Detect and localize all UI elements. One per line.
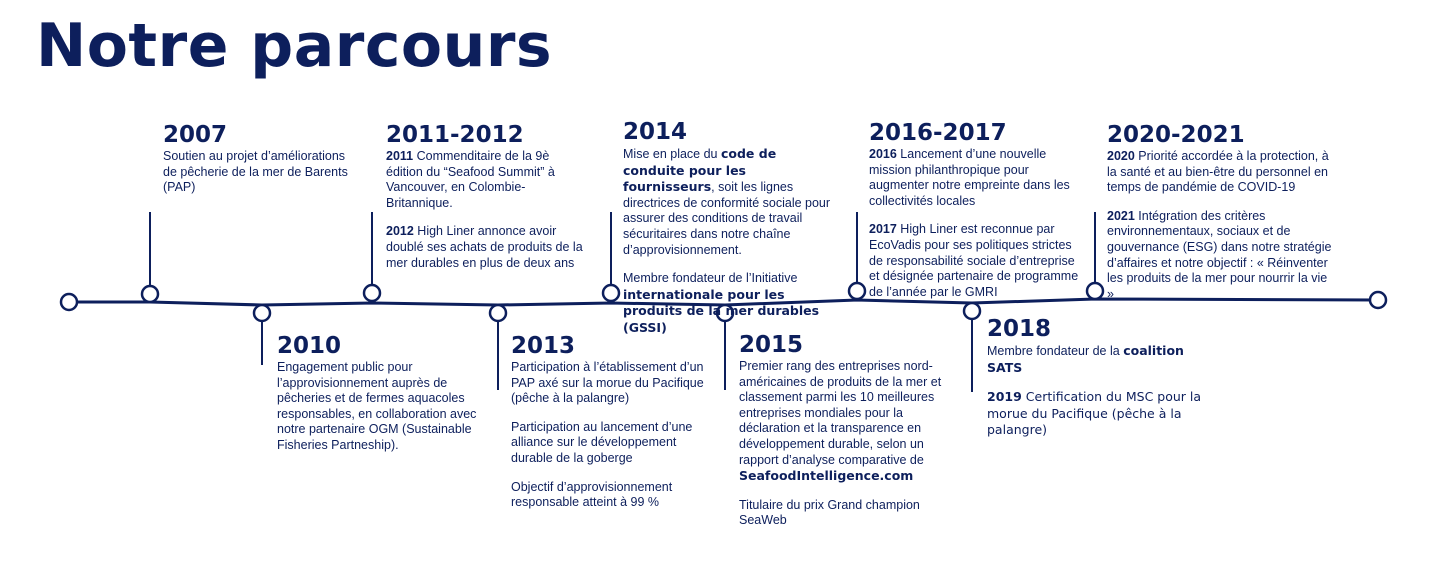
- event-2013: [511, 333, 716, 511]
- event-year: 2010: [277, 333, 342, 359]
- event-text-run: internationale pour les produits de la mer durables (GSSI): [623, 286, 820, 335]
- node-2011-2012: [364, 285, 380, 301]
- event-text-run: 2020: [1107, 149, 1135, 163]
- event-paragraph: [386, 149, 586, 211]
- event-2011-2012: [386, 122, 586, 271]
- event-year: 2014: [623, 119, 688, 145]
- event-text-run: 2021: [1107, 208, 1135, 223]
- event-text-run: Commenditaire de la 9è édition du “Seafood Summit” à Vancouver, en Colombie-Britannique.: [386, 149, 555, 210]
- event-text: [511, 360, 716, 511]
- event-year: 2020-2021: [1107, 122, 1245, 148]
- event-paragraph: [987, 389, 1212, 439]
- event-text-run: Membre fondateur de l’Initiative: [623, 271, 798, 286]
- node-2013: [490, 305, 506, 321]
- event-text-run: 2019: [987, 389, 1022, 405]
- event-text-run: Objectif d’approvisionnement responsable atteint à 99 %: [511, 479, 673, 510]
- event-text-run: High Liner annonce avoir doublé ses achats de produits de la mer durables en plus de deux ans: [386, 224, 583, 270]
- event-2020-2021: [1107, 122, 1337, 302]
- event-text-run: Intégration des critères environnementaux, sociaux et de gouvernance (ESG) dans notre stratégie d’affaires et notre objectif : « Réinventer les produits de la mer pour nourrir la vie »: [1107, 208, 1332, 301]
- event-text-run: Certification du MSC pour la morue du Pacifique (pêche à la palangre): [987, 389, 1202, 438]
- event-year: 2015: [739, 332, 804, 358]
- event-year: 2018: [987, 316, 1052, 342]
- event-paragraph: [623, 271, 838, 336]
- node-2010: [254, 305, 270, 321]
- event-year: 2011-2012: [386, 122, 524, 148]
- event-paragraph: [386, 224, 586, 271]
- timeline-end-node: [1370, 292, 1386, 308]
- event-text-run: 2017: [869, 222, 897, 237]
- event-2014: [623, 119, 838, 337]
- event-2016-2017: [869, 120, 1079, 300]
- node-2007: [142, 286, 158, 302]
- event-text-run: Membre fondateur de la: [987, 344, 1124, 358]
- event-year: 2013: [511, 333, 576, 359]
- event-text: [623, 146, 838, 337]
- event-2018: [987, 316, 1212, 439]
- event-paragraph: [1107, 149, 1337, 196]
- event-text-run: , soit les lignes directrices de conformité sociale pour assurer des conditions de travail sécuritaires dans notre chaîne d’approvisionnement.: [623, 180, 831, 257]
- event-paragraph: [511, 480, 716, 511]
- event-text-run: 2016: [869, 147, 897, 161]
- event-text: [739, 359, 949, 529]
- timeline-start-node: [61, 294, 77, 310]
- event-text: [987, 343, 1212, 439]
- event-text-run: code de conduite pour les fournisseurs: [623, 146, 777, 195]
- event-text-run: Priorité accordée à la protection, à la santé et au bien-être du personnel en temps de pandémie de COVID-19: [1107, 149, 1329, 195]
- event-year: 2007: [163, 122, 228, 148]
- event-paragraph: [511, 420, 716, 467]
- event-text: [1107, 149, 1337, 302]
- event-text-run: coalition SATS: [987, 343, 1184, 375]
- event-year: 2016-2017: [869, 120, 1007, 146]
- node-2016-2017: [849, 283, 865, 299]
- event-paragraph: [511, 360, 716, 407]
- event-paragraph: [277, 360, 482, 454]
- event-text: [163, 149, 358, 196]
- event-2015: [739, 332, 949, 529]
- event-text: [277, 360, 482, 454]
- event-text-run: SeafoodIntelligence.com: [739, 468, 914, 484]
- node-2014: [603, 285, 619, 301]
- page-title: Notre parcours: [36, 11, 553, 81]
- event-text-run: Engagement public pour l’approvisionnement auprès de pêcheries et de fermes aquacoles responsables, en collaboration avec notre partenaire OGM (Sustainable Fisheries Partneship).: [277, 360, 477, 452]
- event-2007: [163, 122, 358, 196]
- node-2018: [964, 303, 980, 319]
- event-text-run: 2012: [386, 224, 414, 239]
- event-text: [386, 149, 586, 271]
- event-text-run: High Liner est reconnue par EcoVadis pour ses politiques strictes de responsabilité sociale d’entreprise et désignée partenaire de programme de l’année par le GMRI: [869, 222, 1079, 299]
- event-text-run: Participation à l’établissement d’un PAP axé sur la morue du Pacifique (pêche à la palangre): [511, 360, 704, 406]
- event-text-run: Lancement d’une nouvelle mission philanthropique pour augmenter notre empreinte dans les collectivités locales: [869, 147, 1070, 208]
- node-2020-2021: [1087, 283, 1103, 299]
- event-text-run: 2011: [386, 149, 414, 163]
- event-paragraph: [739, 359, 949, 485]
- event-paragraph: [869, 147, 1079, 209]
- event-text-run: Mise en place du: [623, 147, 721, 161]
- event-paragraph: [163, 149, 358, 196]
- event-text-run: Premier rang des entreprises nord-américaines de produits de la mer et classement parmi les 10 meilleures entreprises mondiales pour la déclaration et la transparence en développement durable, selon un rapport d’analyse comparative de: [739, 359, 942, 467]
- event-text-run: Participation au lancement d’une alliance sur le développement durable de la goberge: [511, 419, 693, 465]
- event-text: [869, 147, 1079, 300]
- event-paragraph: [987, 343, 1212, 376]
- event-text-run: Titulaire du prix Grand champion SeaWeb: [739, 497, 920, 528]
- event-paragraph: [869, 222, 1079, 300]
- event-text-run: Soutien au projet d’améliorations de pêcherie de la mer de Barents (PAP): [163, 149, 348, 195]
- event-2010: [277, 333, 482, 454]
- event-paragraph: [1107, 209, 1337, 303]
- event-paragraph: [739, 498, 949, 529]
- event-paragraph: [623, 146, 838, 258]
